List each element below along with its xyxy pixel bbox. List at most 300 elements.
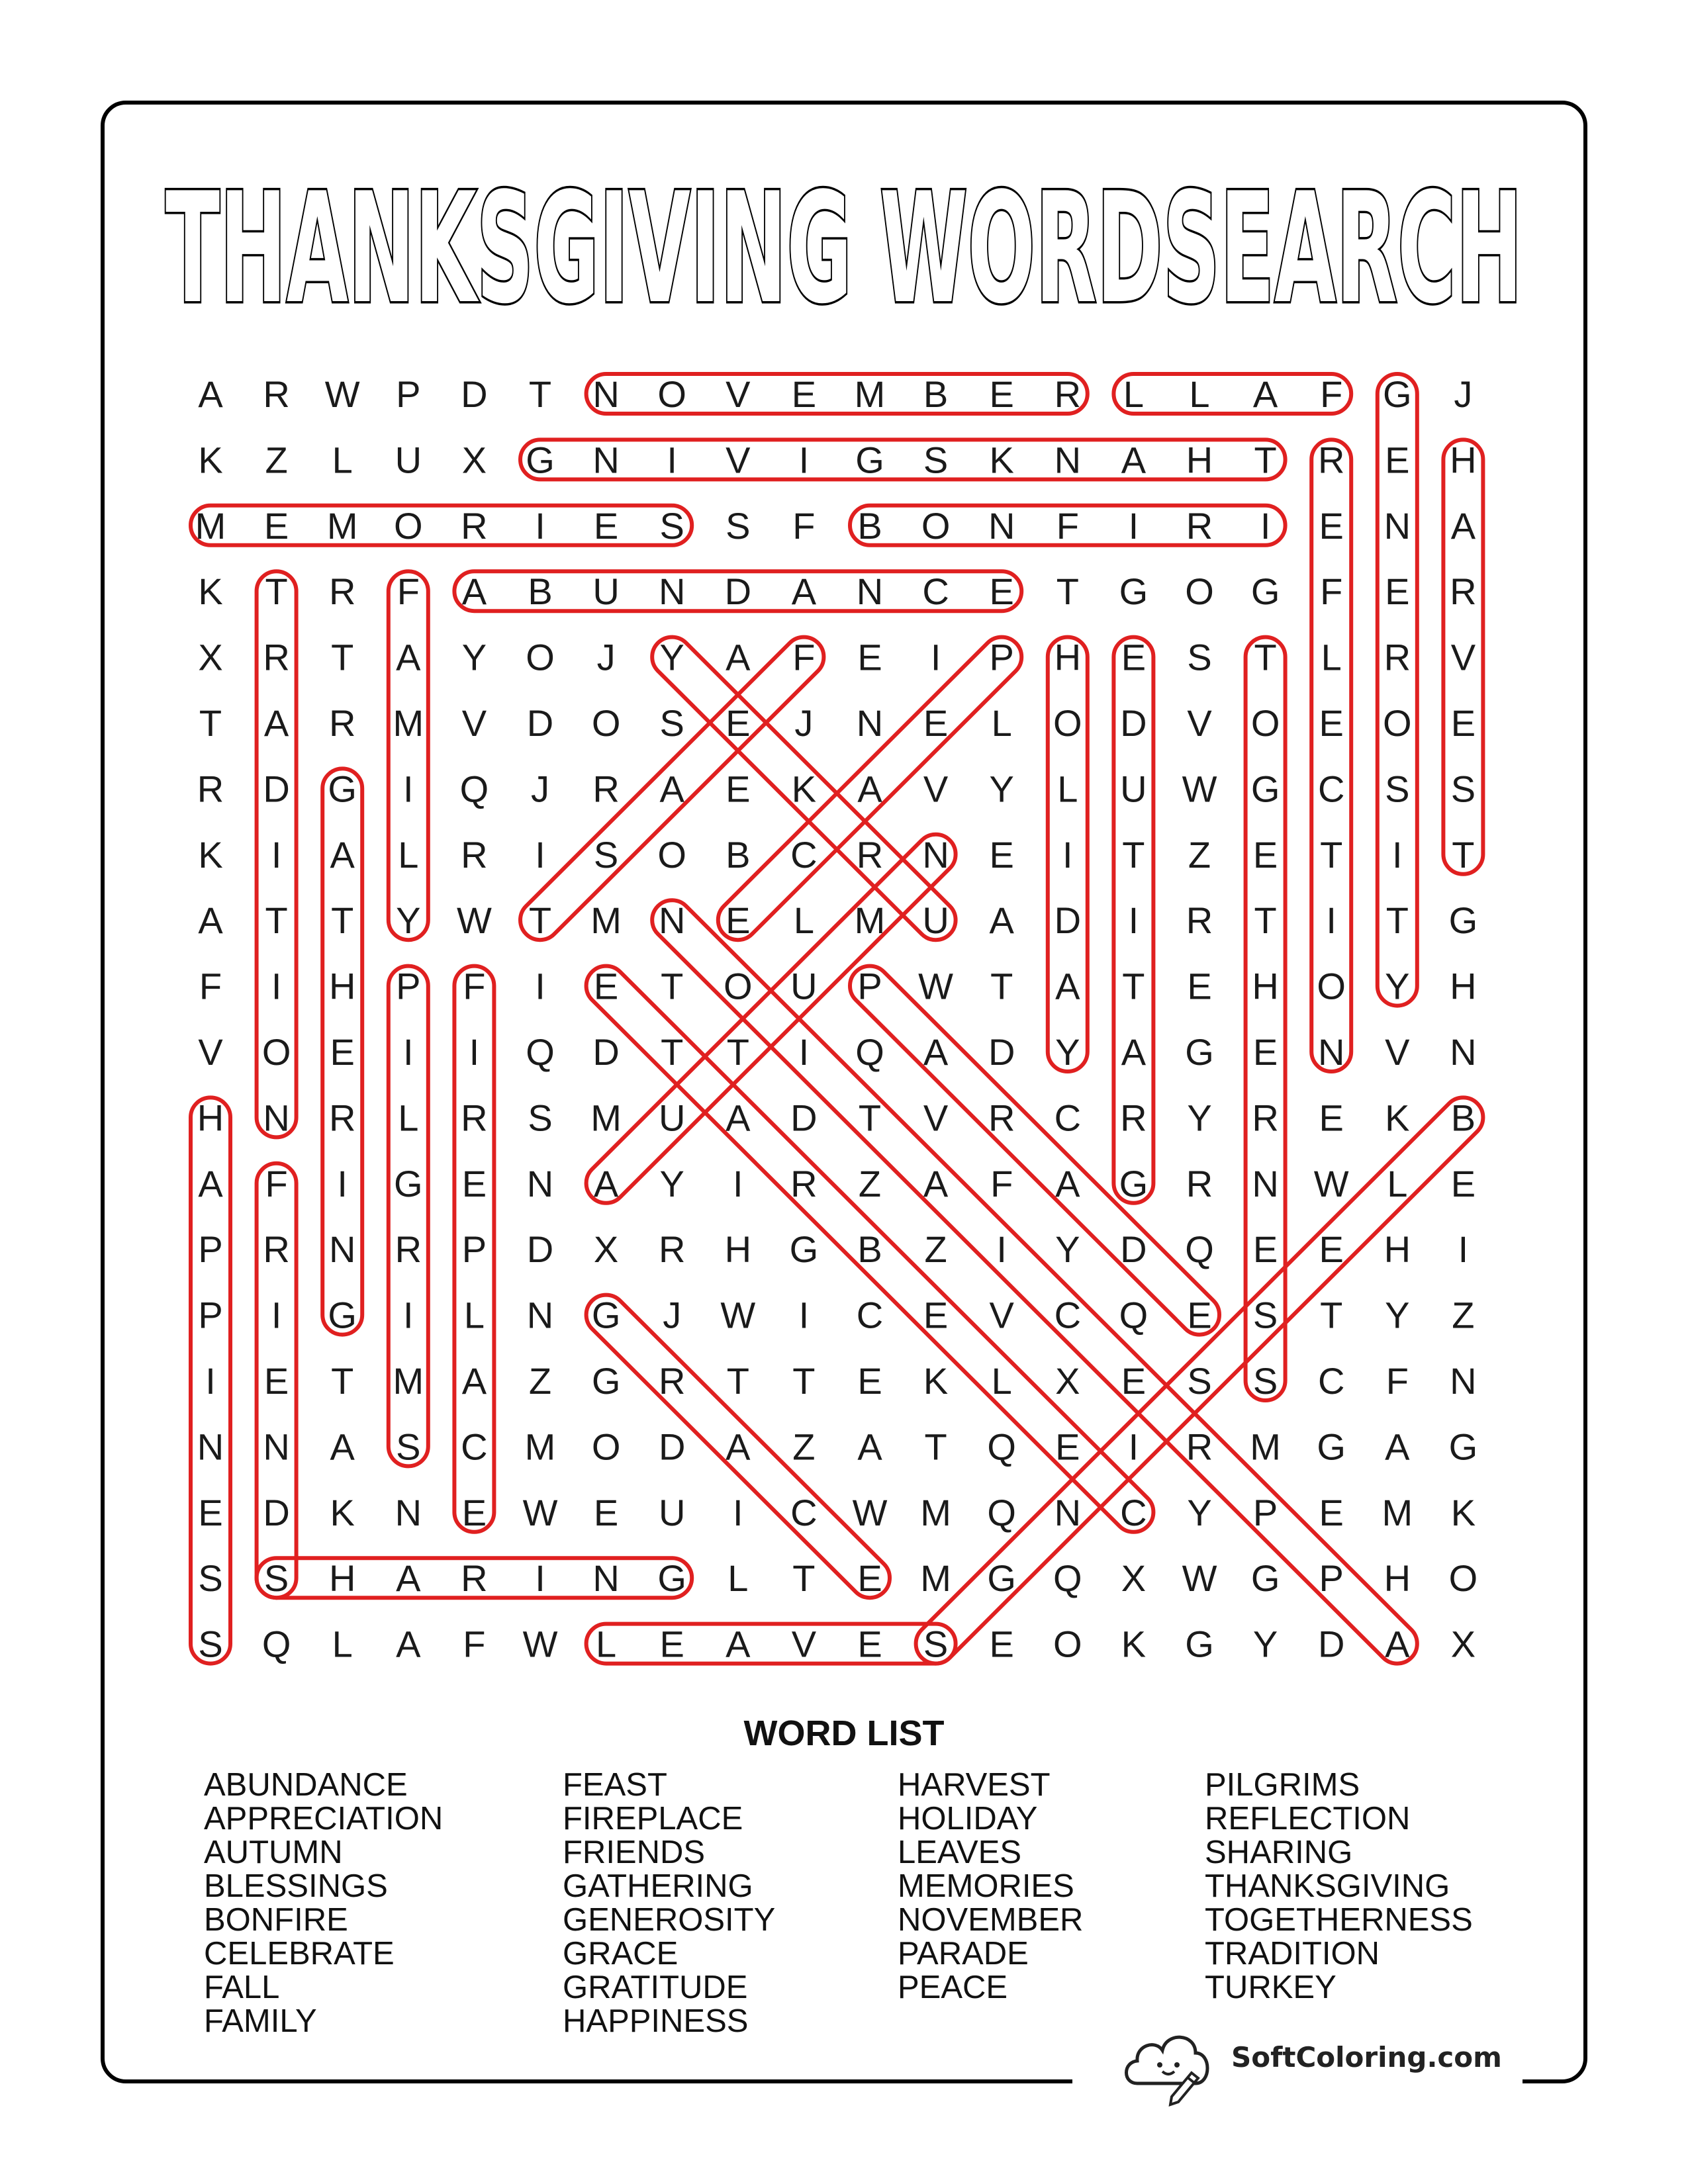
grid-letter[interactable]: F [792, 504, 816, 547]
grid-letter[interactable]: R [1252, 1097, 1279, 1139]
grid-letter[interactable]: K [1121, 1623, 1147, 1665]
grid-letter[interactable]: H [328, 965, 356, 1007]
grid-letter[interactable]: N [1054, 439, 1082, 481]
grid-letter[interactable]: C [856, 1294, 884, 1336]
grid-letter[interactable]: G [1250, 570, 1280, 613]
grid-letter[interactable]: A [396, 1623, 421, 1665]
grid-letter[interactable]: Z [1452, 1294, 1475, 1336]
grid-letter[interactable]: N [592, 1557, 620, 1600]
grid-letter[interactable]: X [198, 636, 223, 678]
grid-letter[interactable]: A [198, 373, 223, 415]
grid-letter[interactable]: M [920, 1557, 951, 1600]
grid-letter[interactable]: R [461, 504, 488, 547]
grid-letter[interactable]: A [198, 899, 223, 942]
grid-letter[interactable]: B [923, 373, 949, 415]
grid-letter[interactable]: Q [1053, 1557, 1082, 1600]
grid-letter[interactable]: S [726, 504, 751, 547]
grid-letter[interactable]: P [989, 636, 1014, 678]
grid-letter[interactable]: D [1317, 1623, 1345, 1665]
grid-letter[interactable]: L [1387, 1162, 1408, 1205]
grid-letter[interactable]: L [596, 1623, 617, 1665]
grid-letter[interactable]: R [461, 1557, 488, 1600]
grid-letter[interactable]: G [328, 768, 357, 810]
grid-letter[interactable]: V [726, 439, 751, 481]
grid-letter[interactable]: I [535, 833, 545, 876]
grid-letter[interactable]: O [1053, 1623, 1082, 1665]
grid-letter[interactable]: E [1252, 1031, 1278, 1073]
grid-letter[interactable]: Z [265, 439, 288, 481]
grid-letter[interactable]: R [197, 768, 224, 810]
grid-letter[interactable]: A [726, 1426, 751, 1468]
grid-letter[interactable]: V [198, 1031, 223, 1073]
grid-letter[interactable]: J [1454, 373, 1473, 415]
grid-letter[interactable]: G [1185, 1031, 1214, 1073]
grid-letter[interactable]: M [1382, 1491, 1413, 1533]
grid-letter[interactable]: R [1186, 504, 1213, 547]
grid-letter[interactable]: T [265, 570, 288, 613]
grid-letter[interactable]: G [1448, 1426, 1478, 1468]
grid-letter[interactable]: K [923, 1360, 949, 1402]
grid-letter[interactable]: E [198, 1491, 223, 1533]
grid-letter[interactable]: T [1122, 833, 1145, 876]
grid-letter[interactable]: W [918, 965, 954, 1007]
grid-letter[interactable]: W [1182, 768, 1217, 810]
grid-letter[interactable]: F [1385, 1360, 1409, 1402]
grid-letter[interactable]: T [990, 965, 1013, 1007]
grid-letter[interactable]: T [858, 1097, 882, 1139]
grid-letter[interactable]: O [657, 373, 686, 415]
grid-letter[interactable]: C [1054, 1294, 1082, 1336]
grid-letter[interactable]: F [463, 1623, 486, 1665]
grid-letter[interactable]: I [1326, 899, 1336, 942]
grid-letter[interactable]: M [590, 899, 622, 942]
grid-letter[interactable]: M [393, 1360, 424, 1402]
grid-letter[interactable]: L [991, 702, 1012, 744]
grid-letter[interactable]: H [1383, 1228, 1411, 1271]
grid-letter[interactable]: P [198, 1228, 223, 1271]
grid-letter[interactable]: F [1056, 504, 1079, 547]
grid-letter[interactable]: I [403, 1294, 414, 1336]
grid-letter[interactable]: T [1122, 965, 1145, 1007]
grid-letter[interactable]: T [1254, 636, 1277, 678]
grid-letter[interactable]: R [1383, 636, 1411, 678]
grid-letter[interactable]: A [791, 570, 817, 613]
grid-letter[interactable]: X [461, 439, 487, 481]
grid-letter[interactable]: I [798, 1294, 810, 1336]
grid-letter[interactable]: I [271, 965, 282, 1007]
grid-letter[interactable]: G [591, 1294, 621, 1336]
grid-letter[interactable]: T [1385, 899, 1409, 942]
grid-letter[interactable]: G [1383, 373, 1412, 415]
grid-letter[interactable]: T [726, 1031, 749, 1073]
grid-letter[interactable]: M [393, 702, 424, 744]
grid-letter[interactable]: G [1250, 768, 1280, 810]
grid-letter[interactable]: R [658, 1360, 686, 1402]
grid-letter[interactable]: O [261, 1031, 291, 1073]
grid-letter[interactable]: E [1450, 1162, 1476, 1205]
grid-letter[interactable]: S [396, 1426, 421, 1468]
grid-letter[interactable]: C [1317, 768, 1345, 810]
grid-letter[interactable]: G [1185, 1623, 1214, 1665]
grid-letter[interactable]: H [1186, 439, 1213, 481]
grid-letter[interactable]: W [324, 373, 360, 415]
grid-letter[interactable]: O [724, 965, 753, 1007]
grid-letter[interactable]: T [924, 1426, 947, 1468]
grid-letter[interactable]: O [526, 636, 555, 678]
grid-letter[interactable]: S [1187, 636, 1212, 678]
grid-letter[interactable]: W [522, 1623, 558, 1665]
grid-letter[interactable]: L [1123, 373, 1144, 415]
grid-letter[interactable]: T [1056, 570, 1079, 613]
grid-letter[interactable]: A [1252, 373, 1278, 415]
grid-letter[interactable]: E [461, 1491, 487, 1533]
grid-letter[interactable]: L [1189, 373, 1210, 415]
grid-letter[interactable]: Y [1385, 1294, 1410, 1336]
grid-letter[interactable]: N [988, 504, 1015, 547]
grid-letter[interactable]: Z [1188, 833, 1211, 876]
grid-letter[interactable]: E [330, 1031, 355, 1073]
grid-letter[interactable]: D [988, 1031, 1015, 1073]
grid-letter[interactable]: I [1128, 504, 1139, 547]
grid-letter[interactable]: I [1392, 833, 1403, 876]
grid-letter[interactable]: J [794, 702, 814, 744]
grid-letter[interactable]: R [1186, 899, 1213, 942]
grid-letter[interactable]: A [726, 1623, 751, 1665]
grid-letter[interactable]: I [798, 439, 810, 481]
grid-letter[interactable]: S [528, 1097, 553, 1139]
grid-letter[interactable]: A [1385, 1426, 1410, 1468]
grid-letter[interactable]: T [331, 1360, 354, 1402]
grid-letter[interactable]: Q [261, 1623, 291, 1665]
grid-letter[interactable]: P [396, 373, 421, 415]
grid-letter[interactable]: C [1317, 1360, 1345, 1402]
grid-letter[interactable]: G [789, 1228, 819, 1271]
grid-letter[interactable]: V [923, 1097, 949, 1139]
grid-letter[interactable]: E [593, 1491, 619, 1533]
grid-letter[interactable]: T [1320, 833, 1343, 876]
grid-letter[interactable]: Q [987, 1491, 1016, 1533]
grid-letter[interactable]: E [857, 1623, 882, 1665]
grid-letter[interactable]: U [658, 1097, 686, 1139]
grid-letter[interactable]: U [395, 439, 422, 481]
grid-letter[interactable]: G [328, 1294, 357, 1336]
grid-letter[interactable]: E [726, 899, 751, 942]
grid-letter[interactable]: A [330, 1426, 355, 1468]
grid-letter[interactable]: Q [1185, 1228, 1214, 1271]
grid-letter[interactable]: M [920, 1491, 951, 1533]
grid-letter[interactable]: E [1055, 1426, 1080, 1468]
grid-letter[interactable]: S [923, 439, 949, 481]
grid-letter[interactable]: A [989, 899, 1014, 942]
grid-letter[interactable]: Y [659, 636, 684, 678]
grid-letter[interactable]: S [593, 833, 619, 876]
grid-letter[interactable]: E [1450, 702, 1476, 744]
grid-letter[interactable]: O [1383, 702, 1412, 744]
grid-letter[interactable]: N [395, 1491, 422, 1533]
grid-letter[interactable]: G [1250, 1557, 1280, 1600]
grid-letter[interactable]: W [852, 1491, 888, 1533]
grid-letter[interactable]: R [1054, 373, 1082, 415]
grid-letter[interactable]: S [198, 1557, 223, 1600]
grid-letter[interactable]: E [1187, 965, 1212, 1007]
grid-letter[interactable]: E [263, 504, 289, 547]
grid-letter[interactable]: O [591, 702, 621, 744]
grid-letter[interactable]: Y [1385, 965, 1410, 1007]
grid-letter[interactable]: J [596, 636, 616, 678]
grid-letter[interactable]: T [726, 1360, 749, 1402]
grid-letter[interactable]: O [591, 1426, 621, 1468]
grid-letter[interactable]: M [326, 504, 358, 547]
grid-letter[interactable]: E [857, 1557, 882, 1600]
grid-letter[interactable]: G [987, 1557, 1016, 1600]
grid-letter[interactable]: I [205, 1360, 216, 1402]
grid-letter[interactable]: J [663, 1294, 682, 1336]
grid-letter[interactable]: Z [924, 1228, 947, 1271]
grid-letter[interactable]: S [659, 702, 684, 744]
grid-letter[interactable]: A [396, 1557, 421, 1600]
grid-letter[interactable]: K [1385, 1097, 1410, 1139]
grid-letter[interactable]: T [528, 899, 552, 942]
grid-letter[interactable]: H [197, 1097, 224, 1139]
grid-letter[interactable]: A [198, 1162, 223, 1205]
grid-letter[interactable]: R [263, 636, 290, 678]
grid-letter[interactable]: Z [792, 1426, 816, 1468]
grid-letter[interactable]: R [328, 570, 356, 613]
grid-letter[interactable]: T [1320, 1294, 1343, 1336]
grid-letter[interactable]: V [726, 373, 751, 415]
grid-letter[interactable]: A [1450, 504, 1476, 547]
grid-letter[interactable]: L [1321, 636, 1342, 678]
grid-letter[interactable]: M [195, 504, 226, 547]
grid-letter[interactable]: I [798, 1031, 810, 1073]
grid-letter[interactable]: R [263, 373, 290, 415]
grid-letter[interactable]: M [524, 1426, 556, 1468]
grid-letter[interactable]: S [1252, 1294, 1278, 1336]
grid-letter[interactable]: T [1254, 899, 1277, 942]
grid-letter[interactable]: I [1062, 833, 1073, 876]
grid-letter[interactable]: I [337, 1162, 348, 1205]
grid-letter[interactable]: X [1450, 1623, 1476, 1665]
grid-letter[interactable]: F [990, 1162, 1013, 1205]
grid-letter[interactable]: G [1119, 1162, 1149, 1205]
grid-letter[interactable]: O [921, 504, 951, 547]
grid-letter[interactable]: U [922, 899, 949, 942]
grid-letter[interactable]: N [197, 1426, 224, 1468]
grid-letter[interactable]: Y [1055, 1228, 1080, 1271]
grid-letter[interactable]: N [922, 833, 949, 876]
grid-letter[interactable]: D [1120, 702, 1147, 744]
grid-letter[interactable]: A [396, 636, 421, 678]
grid-letter[interactable]: T [661, 1031, 684, 1073]
grid-letter[interactable]: R [1450, 570, 1477, 613]
grid-letter[interactable]: Y [1187, 1491, 1212, 1533]
grid-letter[interactable]: A [1055, 1162, 1080, 1205]
grid-letter[interactable]: U [592, 570, 620, 613]
grid-letter[interactable]: I [271, 833, 282, 876]
grid-letter[interactable]: T [331, 899, 354, 942]
grid-letter[interactable]: E [989, 833, 1014, 876]
grid-letter[interactable]: N [658, 899, 686, 942]
grid-letter[interactable]: L [727, 1557, 749, 1600]
grid-letter[interactable]: R [1120, 1097, 1147, 1139]
grid-letter[interactable]: Q [459, 768, 489, 810]
grid-letter[interactable]: N [1450, 1031, 1477, 1073]
grid-letter[interactable]: A [659, 768, 684, 810]
grid-letter[interactable]: E [1252, 833, 1278, 876]
grid-letter[interactable]: N [328, 1228, 356, 1271]
grid-letter[interactable]: A [330, 833, 355, 876]
grid-letter[interactable]: B [857, 504, 882, 547]
grid-letter[interactable]: C [922, 570, 949, 613]
grid-letter[interactable]: R [461, 833, 488, 876]
grid-letter[interactable]: T [528, 373, 552, 415]
grid-letter[interactable]: E [1121, 1360, 1147, 1402]
grid-letter[interactable]: E [989, 570, 1014, 613]
grid-letter[interactable]: K [198, 570, 223, 613]
grid-letter[interactable]: Y [461, 636, 487, 678]
grid-letter[interactable]: E [263, 1360, 289, 1402]
grid-letter[interactable]: N [856, 702, 884, 744]
grid-letter[interactable]: L [1057, 768, 1078, 810]
grid-letter[interactable]: V [989, 1294, 1014, 1336]
grid-letter[interactable]: S [923, 1623, 949, 1665]
grid-letter[interactable]: E [857, 636, 882, 678]
grid-letter[interactable]: R [461, 1097, 488, 1139]
grid-letter[interactable]: F [265, 1162, 288, 1205]
grid-letter[interactable]: H [1054, 636, 1082, 678]
grid-letter[interactable]: R [328, 1097, 356, 1139]
grid-letter[interactable]: E [989, 373, 1014, 415]
grid-letter[interactable]: F [1320, 570, 1343, 613]
grid-letter[interactable]: O [1448, 1557, 1478, 1600]
grid-letter[interactable]: N [1252, 1162, 1279, 1205]
grid-letter[interactable]: A [461, 1360, 487, 1402]
grid-letter[interactable]: D [263, 1491, 290, 1533]
grid-letter[interactable]: I [535, 965, 545, 1007]
grid-letter[interactable]: Q [855, 1031, 884, 1073]
grid-letter[interactable]: E [1319, 504, 1344, 547]
grid-letter[interactable]: E [726, 768, 751, 810]
grid-letter[interactable]: K [330, 1491, 355, 1533]
grid-letter[interactable]: K [989, 439, 1014, 481]
grid-letter[interactable]: G [394, 1162, 423, 1205]
grid-letter[interactable]: K [791, 768, 817, 810]
grid-letter[interactable]: L [332, 1623, 353, 1665]
grid-letter[interactable]: C [1120, 1491, 1147, 1533]
grid-letter[interactable]: I [403, 768, 414, 810]
grid-letter[interactable]: G [657, 1557, 686, 1600]
grid-letter[interactable]: G [855, 439, 884, 481]
grid-letter[interactable]: W [456, 899, 492, 942]
grid-letter[interactable]: I [667, 439, 677, 481]
grid-letter[interactable]: L [463, 1294, 485, 1336]
grid-letter[interactable]: R [988, 1097, 1015, 1139]
grid-letter[interactable]: A [1385, 1623, 1410, 1665]
grid-letter[interactable]: E [1187, 1294, 1212, 1336]
grid-letter[interactable]: Q [1119, 1294, 1149, 1336]
grid-letter[interactable]: Y [1252, 1623, 1278, 1665]
grid-letter[interactable]: Q [987, 1426, 1016, 1468]
grid-letter[interactable]: F [463, 965, 486, 1007]
grid-letter[interactable]: O [1053, 702, 1082, 744]
grid-letter[interactable]: K [1450, 1491, 1476, 1533]
grid-letter[interactable]: M [590, 1097, 622, 1139]
grid-letter[interactable]: R [658, 1228, 686, 1271]
grid-letter[interactable]: E [857, 1360, 882, 1402]
grid-letter[interactable]: F [792, 636, 816, 678]
grid-letter[interactable]: Y [989, 768, 1014, 810]
grid-letter[interactable]: I [1128, 1426, 1139, 1468]
grid-letter[interactable]: W [522, 1491, 558, 1533]
grid-letter[interactable]: E [1319, 1228, 1344, 1271]
grid-letter[interactable]: P [198, 1294, 223, 1336]
grid-letter[interactable]: T [792, 1557, 816, 1600]
grid-letter[interactable]: G [591, 1360, 621, 1402]
grid-letter[interactable]: N [1317, 1031, 1345, 1073]
grid-letter[interactable]: T [199, 702, 222, 744]
grid-letter[interactable]: S [1252, 1360, 1278, 1402]
grid-letter[interactable]: N [263, 1097, 290, 1139]
grid-letter[interactable]: E [593, 965, 619, 1007]
grid-letter[interactable]: N [263, 1426, 290, 1468]
grid-letter[interactable]: H [1450, 439, 1477, 481]
grid-letter[interactable]: Z [528, 1360, 552, 1402]
grid-letter[interactable]: K [198, 439, 223, 481]
grid-letter[interactable]: W [720, 1294, 756, 1336]
grid-letter[interactable]: I [930, 636, 941, 678]
grid-letter[interactable]: P [1252, 1491, 1278, 1533]
grid-letter[interactable]: A [857, 1426, 882, 1468]
grid-letter[interactable]: R [1186, 1162, 1213, 1205]
grid-letter[interactable]: D [790, 1097, 818, 1139]
grid-letter[interactable]: O [394, 504, 423, 547]
grid-letter[interactable]: B [726, 833, 751, 876]
grid-letter[interactable]: Q [526, 1031, 555, 1073]
grid-letter[interactable]: E [659, 1623, 684, 1665]
grid-letter[interactable]: A [726, 1097, 751, 1139]
grid-letter[interactable]: A [923, 1162, 949, 1205]
grid-letter[interactable]: N [856, 570, 884, 613]
grid-letter[interactable]: N [526, 1162, 554, 1205]
grid-letter[interactable]: R [592, 768, 620, 810]
grid-letter[interactable]: H [328, 1557, 356, 1600]
grid-letter[interactable]: L [793, 899, 814, 942]
grid-letter[interactable]: E [593, 504, 619, 547]
grid-letter[interactable]: F [397, 570, 420, 613]
grid-letter[interactable]: B [1450, 1097, 1476, 1139]
grid-letter[interactable]: B [528, 570, 553, 613]
grid-letter[interactable]: I [733, 1162, 743, 1205]
grid-letter[interactable]: S [1385, 768, 1410, 810]
grid-letter[interactable]: C [461, 1426, 488, 1468]
grid-letter[interactable]: V [461, 702, 487, 744]
grid-letter[interactable]: N [1383, 504, 1411, 547]
grid-letter[interactable]: S [1450, 768, 1476, 810]
grid-letter[interactable]: P [461, 1228, 487, 1271]
grid-letter[interactable]: V [1450, 636, 1476, 678]
grid-letter[interactable]: T [265, 899, 288, 942]
grid-letter[interactable]: N [592, 373, 620, 415]
grid-letter[interactable]: Z [858, 1162, 882, 1205]
grid-letter[interactable]: M [854, 899, 886, 942]
grid-letter[interactable]: C [790, 1491, 818, 1533]
grid-letter[interactable]: A [726, 636, 751, 678]
grid-letter[interactable]: I [733, 1491, 743, 1533]
grid-letter[interactable]: G [526, 439, 555, 481]
grid-letter[interactable]: Y [1055, 1031, 1080, 1073]
grid-letter[interactable]: O [657, 833, 686, 876]
grid-letter[interactable]: D [526, 1228, 554, 1271]
